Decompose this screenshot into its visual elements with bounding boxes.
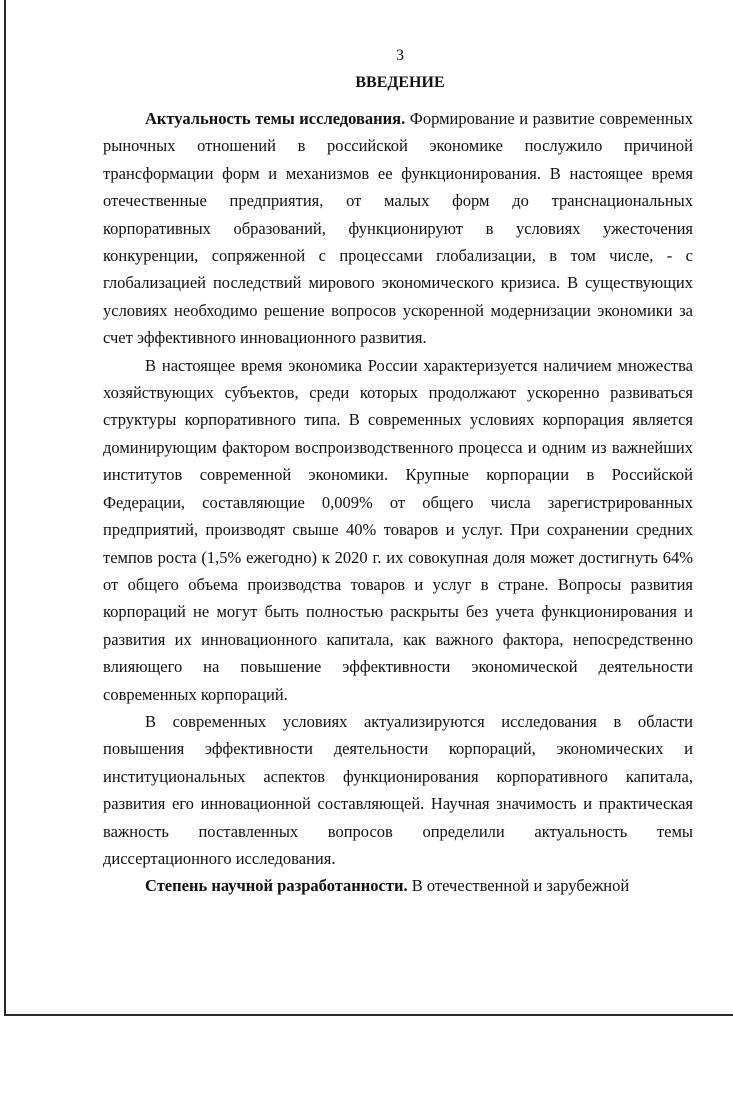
paragraph-text: В отечественной и зарубежной	[407, 876, 630, 896]
paragraph-current-conditions	[103, 708, 693, 872]
scan-border-bottom	[4, 1014, 733, 1016]
paragraph-russia-economy	[103, 352, 693, 708]
paragraph-text: В настоящее время экономика России характеризуется наличием множества хозяйствующих субъектов, среди которых продолжают ускоренно развиваться структуры корпоративного типа. В современных условиях корпорация является доминирующим фактором воспроизводственного процесса и одним из важнейших институтов современной экономики. Крупные корпорации в Российской Федерации, составляющие 0,009% от общего числа зарегистрированных предприятий, производят свыше 40% товаров и услуг. При сохранении средних темпов роста (1,5% ежегодно) к 2020 г. их совокупная доля может достигнуть 64% от общего объема производства товаров и услуг в стране. Вопросы развития корпораций не могут быть полностью раскрыты без учета функционирования и развития их инновационного капитала, как важного фактора, непосредственно влияющего на повышение эффективности экономической деятельности современных корпораций.	[103, 355, 693, 704]
page-number: 3	[396, 47, 404, 64]
paragraph-lead: Степень научной разработанности.	[145, 876, 408, 896]
paragraph-text: В современных условиях актуализируются исследования в области повышения эффективности деятельности корпораций, экономических и институциональных аспектов функционирования корпоративного капитала, развития его инновационной составляющей. Научная значимость и практическая важность поставленных вопросов определили актуальность темы диссертационного исследования.	[103, 711, 693, 868]
paragraph-degree-of-development	[103, 872, 693, 899]
document-body	[103, 105, 693, 900]
scan-border-left	[4, 0, 6, 1016]
paragraph-text: Формирование и развитие современных рыночных отношений в российской экономике послужило причиной трансформации форм и механизмов ее функционирования. В настоящее время отечественные предприятия, от малых форм до транснациональных корпоративных образований, функционируют в условиях ужесточения конкуренции, сопряженной с процессами глобализации, в том числе, - с глобализацией последствий мирового экономического кризиса. В существующих условиях необходимо решение вопросов ускоренной модернизации экономики за счет эффективного инновационного развития.	[103, 109, 694, 348]
section-heading: ВВЕДЕНИЕ	[355, 74, 445, 91]
paragraph-relevance	[103, 105, 693, 352]
paragraph-lead: Актуальность темы исследования.	[145, 109, 406, 128]
